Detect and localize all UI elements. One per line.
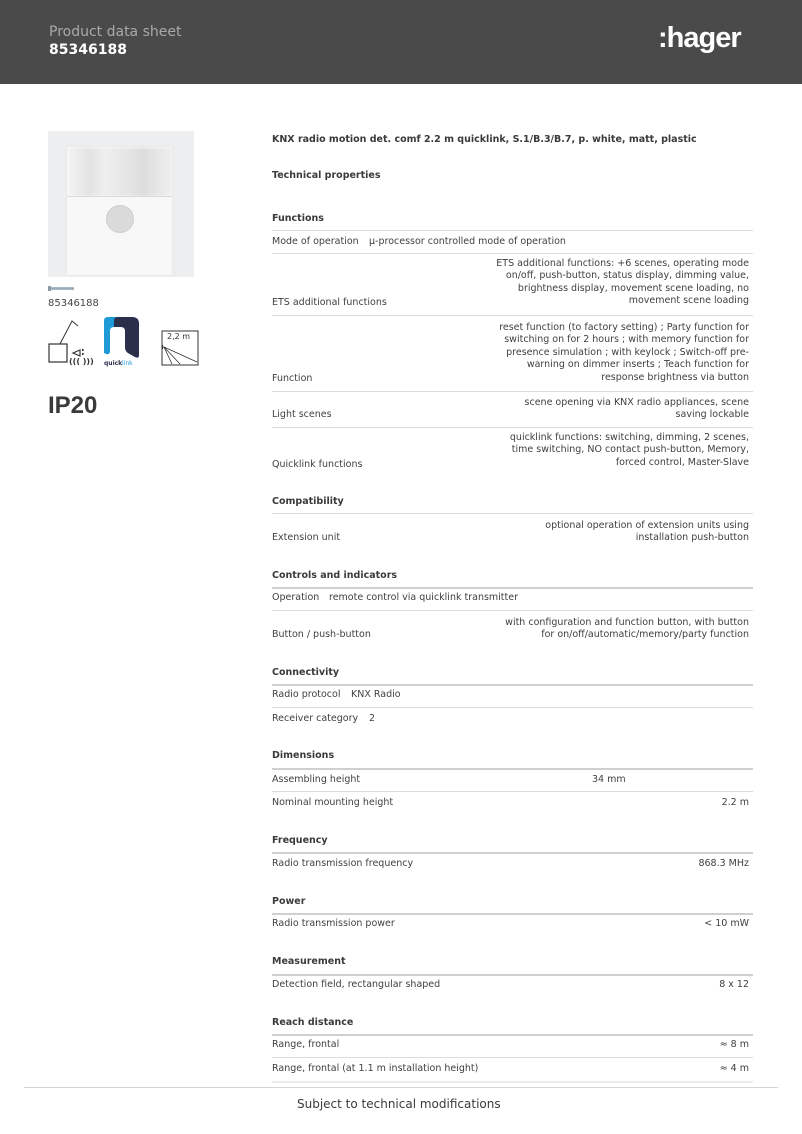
spec-label: Assembling height [272, 774, 361, 785]
spec-value: 868.3 MHz [698, 858, 749, 869]
divider [272, 1034, 753, 1036]
spec-value: KNX Radio [351, 689, 401, 700]
product-lens [69, 148, 172, 196]
divider [272, 974, 753, 976]
spec-label: Range, frontal [272, 1039, 340, 1050]
document-id: 85346188 [49, 42, 127, 58]
section-heading-controls: Controls and indicators [272, 570, 398, 581]
spec-label: Operation [272, 592, 320, 603]
page-header [0, 0, 802, 84]
divider [272, 391, 753, 392]
divider [272, 610, 753, 611]
divider [272, 315, 753, 316]
technical-properties-heading: Technical properties [272, 170, 381, 181]
section-heading-frequency: Frequency [272, 835, 328, 846]
spec-value: 8 x 12 [719, 979, 749, 990]
spec-value: 2 [369, 713, 376, 724]
spec-label: Nominal mounting height [272, 797, 394, 808]
document-type: Product data sheet [49, 24, 182, 40]
spec-label: Quicklink functions [272, 459, 363, 470]
spec-value: ≈ 8 m [719, 1039, 749, 1050]
divider [272, 1057, 753, 1058]
svg-text:2,2 m: 2,2 m [167, 332, 191, 341]
ip-rating: IP20 [48, 392, 98, 419]
divider [272, 684, 753, 686]
spec-label: Function [272, 373, 313, 384]
product-sidebar [48, 131, 198, 419]
divider [272, 852, 753, 854]
divider [272, 253, 753, 254]
spec-label: Receiver category [272, 713, 359, 724]
screw-icon [48, 286, 74, 291]
spec-value: remote control via quicklink transmitter [329, 592, 519, 603]
spec-value: quicklink functions: switching, dimming, 2 scenes, time switching, NO contact push-button, Memory, forced control, Master-Slave [509, 432, 749, 468]
spec-label: Range, frontal (at 1.1 m installation height) [272, 1063, 479, 1074]
section-heading-compatibility: Compatibility [272, 496, 344, 507]
spec-label: Detection field, rectangular shaped [272, 979, 441, 990]
feature-icons [48, 317, 208, 367]
article-code: 85346188 [48, 298, 99, 309]
divider [272, 513, 753, 514]
footer-divider [24, 1087, 778, 1088]
divider [272, 230, 753, 231]
spec-label: Mode of operation [272, 236, 359, 247]
divider [272, 707, 753, 708]
spec-label: ETS additional functions [272, 297, 387, 308]
spec-label: Radio transmission power [272, 918, 395, 929]
section-heading-dimensions: Dimensions [272, 750, 335, 761]
spec-label: Radio transmission frequency [272, 858, 414, 869]
spec-value: scene opening via KNX radio appliances, scene saving lockable [524, 397, 749, 421]
spec-value: 34 mm [592, 774, 626, 785]
divider [272, 913, 753, 915]
divider [272, 1081, 753, 1083]
spec-value: ETS additional functions: +6 scenes, operating mode on/off, push-button, status display, dimming value, brightness display, movement scene loading, no movement scene loading [496, 258, 749, 307]
spec-label: Button / push-button [272, 629, 371, 640]
divider [272, 768, 753, 770]
divider [272, 427, 753, 428]
section-heading-reach: Reach distance [272, 1017, 354, 1028]
svg-text:((( ))): ((( ))) [69, 357, 94, 366]
svg-text:quick: quick [104, 360, 123, 367]
lens-divider [67, 196, 172, 197]
spec-value: optional operation of extension units using installation push-button [545, 520, 749, 544]
quicklink-logo [104, 317, 139, 367]
radio-knx-icon [49, 321, 94, 366]
section-heading-power: Power [272, 896, 306, 907]
section-heading-functions: Functions [272, 213, 324, 224]
spec-value: < 10 mW [704, 918, 749, 929]
spec-value: µ-processor controlled mode of operation [369, 236, 566, 247]
spec-value: 2.2 m [721, 797, 749, 808]
product-button [106, 205, 134, 233]
product-image [48, 131, 194, 277]
spec-value: ≈ 4 m [719, 1063, 749, 1074]
svg-text:link: link [122, 360, 133, 367]
hager-logo: :hager [658, 22, 741, 54]
spec-label: Extension unit [272, 532, 341, 543]
spec-value: with configuration and function button, with button for on/off/automatic/memory/party function [505, 617, 749, 641]
spec-label: Radio protocol [272, 689, 341, 700]
spec-value: reset function (to factory setting) ; Party function for switching on for 2 hours ; with memory function for presence simulation ; with keylock ; Switch-off pre- warning on dimmer inserts ; Teach function for response brightness via button [499, 322, 749, 383]
product-title: KNX radio motion det. comf 2.2 m quicklink, S.1/B.3/B.7, p. white, matt, plastic [272, 134, 697, 145]
section-heading-connectivity: Connectivity [272, 667, 340, 678]
footer-note: Subject to technical modifications [297, 1097, 501, 1111]
divider [272, 791, 753, 792]
section-heading-measurement: Measurement [272, 956, 346, 967]
spec-label: Light scenes [272, 409, 332, 420]
mounting-height-icon [162, 331, 198, 365]
divider [272, 587, 753, 589]
